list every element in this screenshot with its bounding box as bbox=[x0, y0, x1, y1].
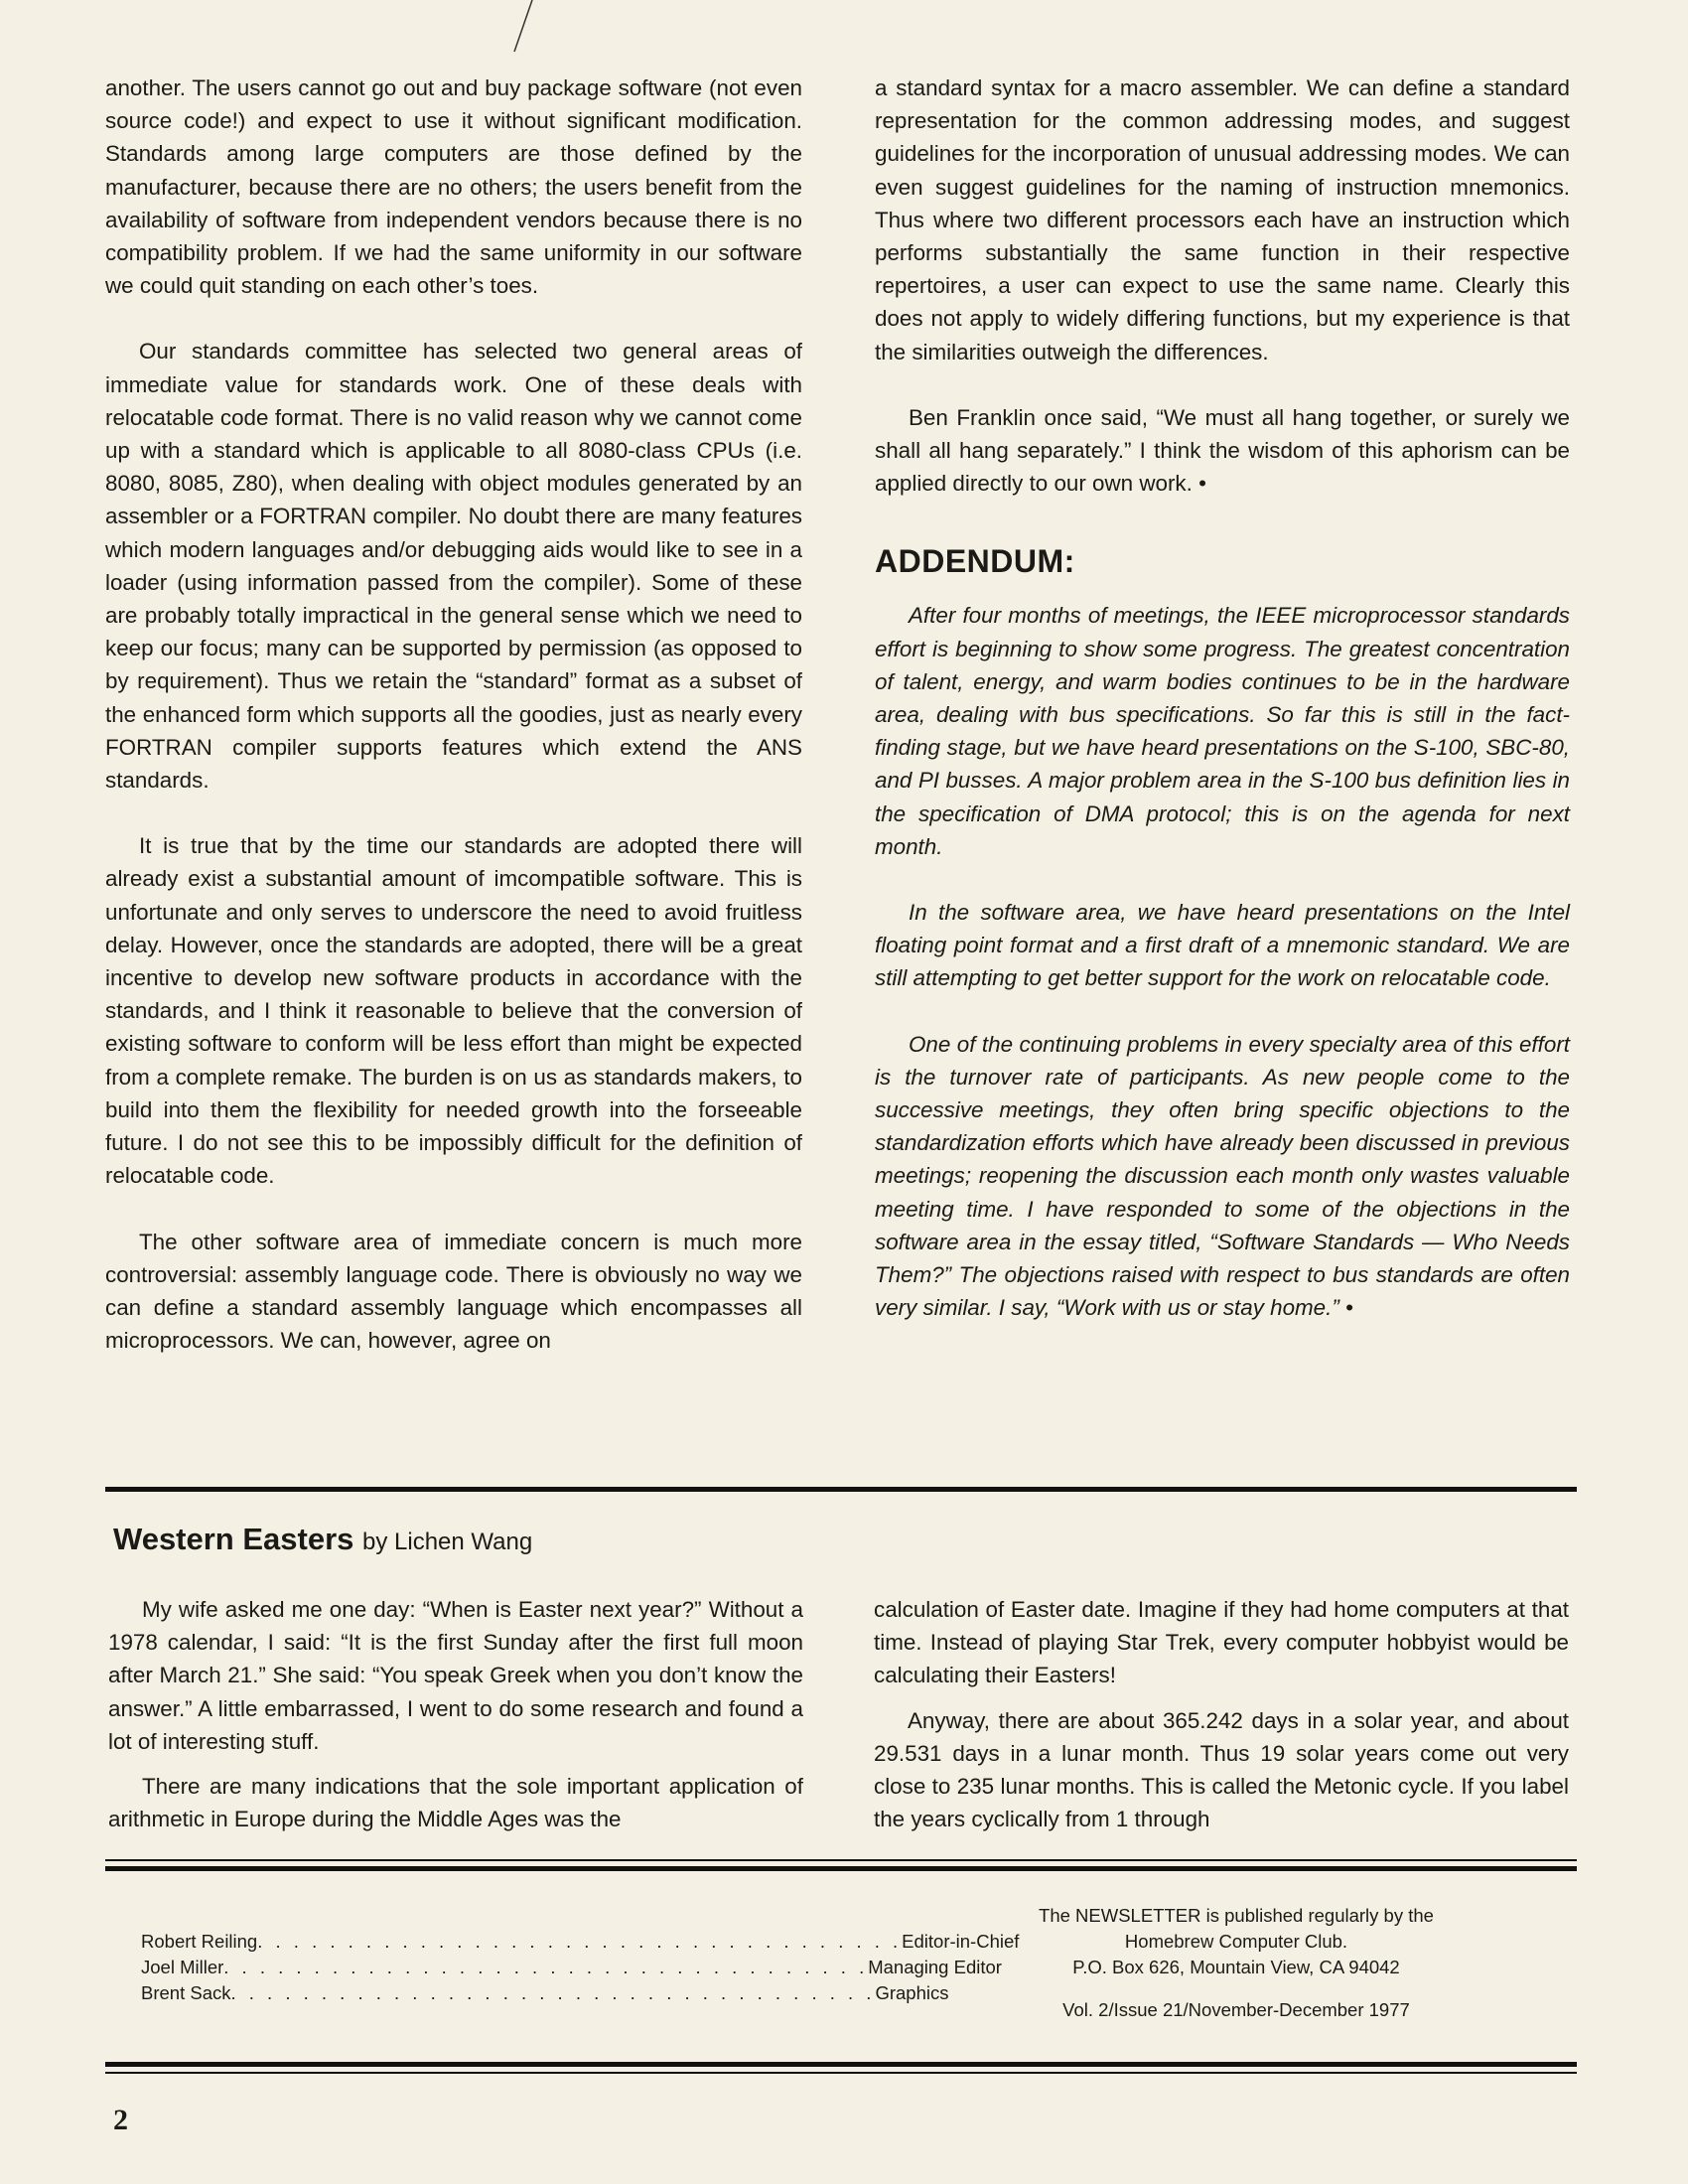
paragraph: Anyway, there are about 365.242 days in a solar year, and about 29.531 days in a lunar month. Thus 19 solar years come out very close to 235 lunar months. This is called the Metonic cycle. If you label the years cyclically from 1 through bbox=[874, 1707, 1569, 1832]
staff-role: Editor-in-Chief bbox=[902, 1931, 1020, 1952]
paragraph: another. The users cannot go out and buy package software (not even source code!) and expect to use it without significant modification. Standards among large computers are those defined by the manufacturer, because there are no others; the users benefit from the availability of software from independent vendors because there is no compatibility problem. If we had the same uniformity in our software we could quit standing on each other’s toes. bbox=[105, 75, 802, 299]
masthead-rule-top-thick bbox=[105, 1866, 1577, 1871]
easter-column-left bbox=[108, 1593, 803, 1835]
publisher-address: P.O. Box 626, Mountain View, CA 94042 bbox=[1072, 1957, 1400, 1977]
addendum-paragraph: One of the continuing problems in every specialty area of this effort is the turnover rate of participants. As new people come to the successive meetings, they often bring specific objections to the standardization efforts which have already been discussed in previous meetings; reopening the discussion each month only wastes valuable meeting time. I have responded to some of the objections in the software area in the essay titled, “Software Standards — Who Needs Them?” The objections raised with respect to bus standards are often very similar. I say, “Work with us or stay home.” • bbox=[875, 1031, 1570, 1321]
staff-name: Robert Reiling bbox=[141, 1931, 258, 1952]
staff-role: Managing Editor bbox=[868, 1957, 1002, 1977]
paragraph: Ben Franklin once said, “We must all hang together, or surely we shall all hang separately.” I think the wisdom of this aphorism can be applied directly to our own work. • bbox=[875, 404, 1570, 497]
section-divider bbox=[105, 1487, 1577, 1492]
volume-issue: Vol. 2/Issue 21/November-December 1977 bbox=[1062, 1999, 1410, 2020]
article-title-text: Western Easters bbox=[113, 1522, 354, 1556]
masthead-rule-bottom bbox=[105, 2072, 1577, 2074]
article-column-right bbox=[875, 72, 1570, 1325]
leader-dots: . . . . . . . . . . . . . . . . . . . . . . . . . . . . . . . . . . . . bbox=[257, 1931, 903, 1952]
staff-name: Joel Miller bbox=[141, 1957, 224, 1977]
paragraph: calculation of Easter date. Imagine if they had home computers at that time. Instead of playing Star Trek, every computer hobbyist would be calculating their Easters! bbox=[874, 1597, 1569, 1688]
publisher-info bbox=[933, 1903, 1539, 2023]
paragraph: My wife asked me one day: “When is Easter next year?” Without a 1978 calendar, I said: “It is the first Sunday after the first full moon after March 21.” She said: “You speak Greek when you don’t know the answer.” A little embarrassed, I went to do some research and found a lot of interesting stuff. bbox=[108, 1597, 803, 1754]
pen-mark bbox=[494, 0, 534, 60]
paragraph: Our standards committee has selected two general areas of immediate value for standards work. One of these deals with relocatable code format. There is no valid reason why we cannot come up with a standard which is applicable to all 8080-class CPUs (i.e. 8080, 8085, Z80), when dealing with object modules generated by an assembler or a FORTRAN compiler. No doubt there are many features which modern languages and/or debugging aids would like to see in a loader (using information passed from the compiler). Some of these are probably totally impractical in the general sense which we need to keep our focus; many can be supported by permission (as opposed to by requirement). Thus we retain the “standard” format as a subset of the enhanced form which supports all the goodies, just as nearly every FORTRAN compiler supports features which extend the ANS standards. bbox=[105, 339, 802, 794]
article-column-left bbox=[105, 72, 802, 1357]
addendum-paragraph: In the software area, we have heard presentations on the Intel floating point format and a first draft of a mnemonic standard. We are still attempting to get better support for the work on relocatable code. bbox=[875, 900, 1570, 991]
staff-role: Graphics bbox=[875, 1982, 949, 2003]
masthead-rule-top bbox=[105, 1859, 1577, 1861]
paragraph: The other software area of immediate concern is much more controversial: assembly language code. There is obviously no way we can define a standard assembly language which encompasses all microprocessors. We can, however, agree on bbox=[105, 1229, 802, 1354]
paragraph: a standard syntax for a macro assembler. We can define a standard representation for the common addressing modes, and suggest guidelines for the incorporation of unusual addressing modes. We can even suggest guidelines for the naming of instruction mnemonics. Thus where two different processors each have an instruction which performs substantially the same function in their respective repertoires, a user can expect to use the same name. Clearly this does not apply to widely differing functions, but my experience is that the similarities outweigh the differences. bbox=[875, 75, 1570, 364]
addendum-paragraph: After four months of meetings, the IEEE microprocessor standards effort is beginning to show some progress. The greatest concentration of talent, energy, and warm bodies continues to be in the hardware area, dealing with bus specifications. So far this is still in the fact-finding stage, but we have heard presentations on the S-100, SBC-80, and PI busses. A major problem area in the S-100 bus definition lies in the specification of DMA protocol; this is on the agenda for next month. bbox=[875, 603, 1570, 859]
masthead-row bbox=[141, 1929, 1020, 1955]
addendum-heading: ADDENDUM: bbox=[875, 543, 1075, 580]
masthead-rule-bottom-thick bbox=[105, 2062, 1577, 2067]
masthead-credits bbox=[141, 1929, 1020, 2006]
masthead-row bbox=[141, 1980, 949, 2006]
article-title bbox=[113, 1520, 532, 1562]
byline: by Lichen Wang bbox=[362, 1529, 533, 1555]
publisher-line: The NEWSLETTER is published regularly by the bbox=[1039, 1905, 1434, 1926]
paragraph: It is true that by the time our standards are adopted there will already exist a substantial amount of imcompatible software. This is unfortunate and only serves to underscore the need to avoid fruitless delay. However, once the standards are adopted, there will be a great incentive to develop new software products in accordance with the standards, and I think it reasonable to believe that the conversion of existing software to conform will be less effort than might be expected from a complete remake. The burden is on us as standards makers, to build into them the flexibility for needed growth into the forseeable future. I do not see this to be impossibly difficult for the definition of relocatable code. bbox=[105, 833, 802, 1189]
easter-column-right bbox=[874, 1593, 1569, 1835]
masthead-row bbox=[141, 1955, 1002, 1980]
leader-dots: . . . . . . . . . . . . . . . . . . . . . . . . . . . . . . . . . . . . bbox=[223, 1957, 869, 1977]
page-number: 2 bbox=[113, 2104, 128, 2136]
leader-dots: . . . . . . . . . . . . . . . . . . . . . . . . . . . . . . . . . . . . bbox=[230, 1982, 876, 2003]
staff-name: Brent Sack bbox=[141, 1982, 231, 2003]
paragraph: There are many indications that the sole important application of arithmetic in Europe during the Middle Ages was the bbox=[108, 1774, 803, 1832]
publisher-line: Homebrew Computer Club. bbox=[1124, 1931, 1348, 1952]
